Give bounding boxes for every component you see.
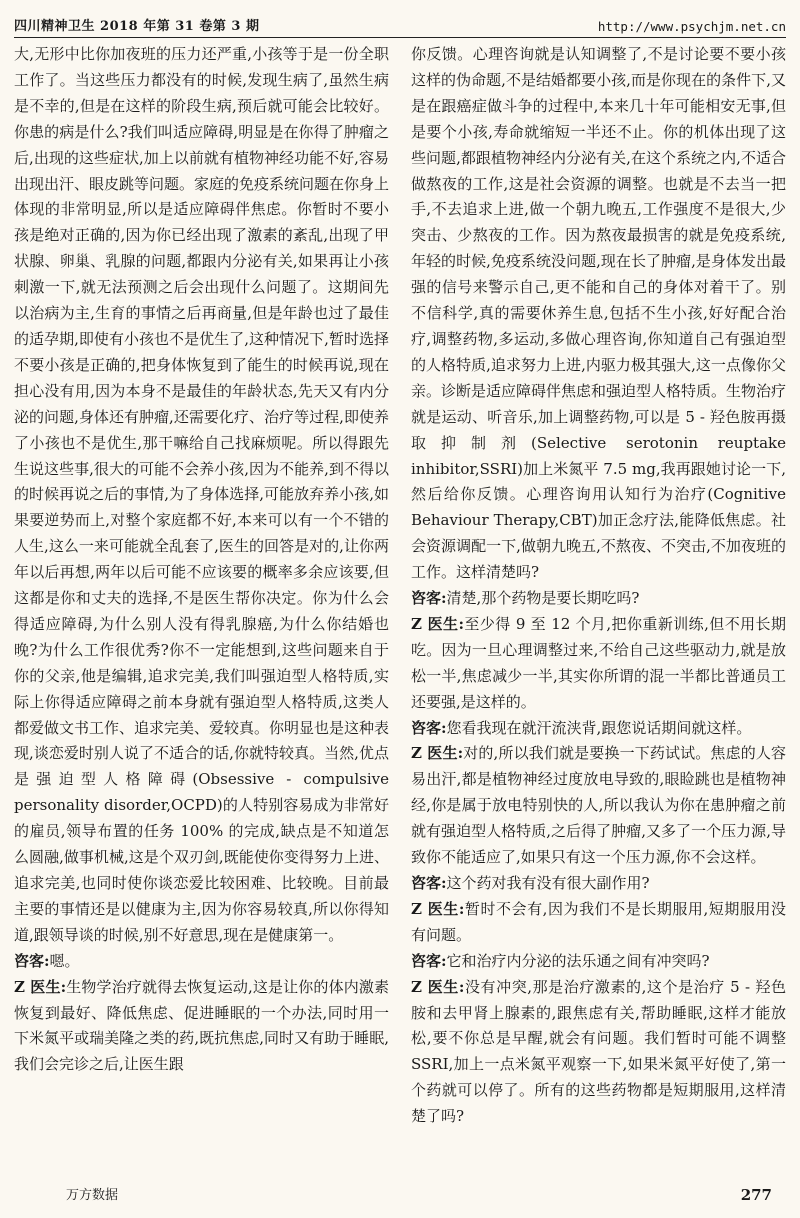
dialogue-turn	[14, 949, 389, 975]
dialogue-text: 它和治疗内分泌的法乐通之间有冲突吗?	[446, 951, 710, 970]
dialogue-turn	[411, 871, 786, 897]
speaker-label: 咨客:	[411, 718, 447, 737]
paragraph: 你反馈。心理咨询就是认知调整了,不是讨论要不要小孩这样的伪命题,不是结婚都要小孩,而是你现在的条件下,又是在跟癌症做斗争的过程中,本来几十年可能相安无事,但是要个小孩,寿命就缩短一半还不止。你的机体出现了这些问题,都跟植物神经内分泌有关,在这个系统之内,不适合做熬夜的工作,这是社会资源的调整。也就是不去当一把手,不去追求上进,做一个朝九晚五,工作强度不是很大,少突击、少熬夜的工作。因为熬夜最损害的就是免疫系统,年轻的时候,免疫系统没问题,现在长了肿瘤,是身体发出最强的信号来警示自己,更不能和自己的身体对着干了。别不信科学,真的需要休养生息,包括不生小孩,好好配合治疗,调整药物,多运动,多做心理咨询,你知道自己有强迫型的人格特质,追求努力上进,内驱力极其强大,这一点像你父亲。诊断是适应障碍伴焦虑和强迫型人格特质。生物治疗就是运动、听音乐,加上调整药物,可以是 5 - 羟色胺再摄取抑制剂(Selective serotonin reuptake inhibitor,SSRI)加上米氮平 7.5 mg,我再跟她讨论一下,然后给你反馈。心理咨询用认知行为治疗(Cognitive Behaviour Therapy,CBT)加正念疗法,能降低焦虑。社会资源调配一下,做朝九晚五,不熬夜、不突击,不加夜班的工作。这样清楚吗?	[411, 45, 786, 582]
dialogue-text: 对的,所以我们就是要换一下药试试。焦虑的人容易出汗,都是植物神经过度放电导致的,眼睑跳也是植物神经,你是属于放电特别快的人,所以我认为你在患肿瘤之前就有强迫型人格特质,之后得了肿瘤,又多了一个压力源,导致你不能适应了,如果只有这一个压力源,你不会这样。	[411, 744, 786, 867]
speaker-label: 咨客:	[411, 589, 447, 608]
left-column	[14, 42, 389, 1177]
dialogue-text: 清楚,那个药物是要长期吃吗?	[446, 589, 640, 608]
dialogue-text: 暂时不会有,因为我们不是长期服用,短期服用没有问题。	[411, 899, 786, 944]
right-column	[411, 42, 786, 1177]
speaker-label: Z 医生:	[411, 614, 464, 633]
dialogue-turn	[411, 897, 786, 949]
speaker-label: Z 医生:	[411, 977, 465, 996]
dialogue-turn	[411, 612, 786, 716]
dialogue-text: 没有冲突,那是治疗激素的,这个是治疗 5 - 羟色胺和去甲肾上腺素的,跟焦虑有关,帮助睡眠,这样才能放松,要不你总是早醒,就会有问题。我们暂时可能不调整 SSRI,加上一点米氮平观察一下,如果米氮平好使了,第一个药就可以停了。所有的这些药物都是短期服用,这样清楚了吗?	[411, 977, 786, 1126]
dialogue-turn	[14, 975, 389, 1079]
speaker-label: 咨客:	[411, 951, 447, 970]
running-header	[14, 8, 786, 38]
dialogue-text: 嗯。	[49, 951, 80, 970]
paragraph: 大,无形中比你加夜班的压力还严重,小孩等于是一份全职工作了。当这些压力都没有的时候,发现生病了,虽然生病是不幸的,但是在这样的阶段生病,预后就可能会比较好。你患的病是什么?我们叫适应障碍,明显是在你得了肿瘤之后,出现的这些症状,加上以前就有植物神经功能不好,容易出现出汗、眼皮跳等问题。家庭的免疫系统问题在你身上体现的非常明显,所以是适应障碍伴焦虑。你暂时不要小孩是绝对正确的,因为你已经出现了激素的紊乱,出现了甲状腺、卵巢、乳腺的问题,都跟内分泌有关,如果再让小孩刺激一下,就无法预测之后会出现什么问题了。这期间先以治病为主,生育的事情之后再商量,但是年龄也过了最佳的适孕期,即使有小孩也不是优生了,这种情况下,暂时选择不要小孩是正确的,把身体恢复到了能生的时候再说,现在担心没有用,因为本身不是最佳的年龄状态,先天又有内分泌的问题,身体还有肿瘤,还需要化疗、治疗等过程,即使养了小孩也不是优生,那干嘛给自己找麻烦呢。所以得跟先生说这些事,很大的可能不会养小孩,因为不能养,到不得以的时候再说之后的事情,为了身体选择,可能放弃养小孩,如果要逆势而上,对整个家庭都不好,本来可以有一个不错的人生,这么一来可能就全乱套了,医生的回答是对的,让你两年以后再想,两年以后可能不应该要的概率多余应该要,但这都是你和丈夫的选择,不是医生帮你决定。你为什么会得适应障碍,为什么别人没有得乳腺癌,为什么你结婚也晚?为什么工作很优秀?你不一定能想到,这些问题来自于你的父亲,他是编辑,追求完美,我们叫强迫型人格特质,实际上你得适应障碍之前本身就有强迫型人格特质,这类人都爱做文书工作、追求完美、爱较真。你明显也是这种表现,谈恋爱时别人说了不适合的话,你就特较真。当然,优点是强迫型人格障碍(Obsessive - compulsive personality disorder,OCPD)的人特别容易成为非常好的雇员,领导布置的任务 100% 的完成,缺点是不知道怎么圆融,做事机械,这是个双刃剑,既能使你变得努力上进、追求完美,也同时使你谈恋爱比较困难、比较晚。目前最主要的事情还是以健康为主,因为你容易较真,所以你得知道,跟领导谈的时候,别不好意思,现在是健康第一。	[14, 45, 389, 944]
speaker-label: 咨客:	[411, 874, 447, 892]
dialogue-text: 您看我现在就汗流浃背,跟您说话期间就这样。	[446, 718, 752, 737]
speaker-label: Z 医生:	[411, 744, 464, 763]
dialogue-turn	[411, 586, 786, 612]
speaker-label: 咨客:	[14, 951, 50, 970]
speaker-label: Z 医生:	[14, 977, 67, 996]
page-number: 277	[740, 1186, 772, 1204]
journal-url: http://www.psychjm.net.cn	[597, 19, 786, 34]
dialogue-text: 这个药对我有没有很大副作用?	[446, 874, 650, 892]
dialogue-turn	[411, 975, 786, 1130]
article-body	[14, 42, 786, 1177]
watermark-text: 万方数据	[66, 1188, 119, 1203]
dialogue-turn	[411, 741, 786, 871]
speaker-label: Z 医生:	[411, 899, 465, 918]
journal-issue: 四川精神卫生 2018 年第 31 卷第 3 期	[14, 19, 260, 34]
dialogue-text: 生物学治疗就得去恢复运动,这是让你的体内激素恢复到最好、降低焦虑、促进睡眠的一个办法,同时用一下米氮平或瑞美隆之类的药,既抗焦虑,同时又有助于睡眠,我们会完诊之后,让医生跟	[14, 977, 389, 1074]
dialogue-turn	[411, 949, 786, 975]
dialogue-text: 至少得 9 至 12 个月,把你重新训练,但不用长期吃。因为一旦心理调整过来,不给自己这些驱动力,就是放松一半,焦虑减少一半,其实你所谓的混一半都比普通员工还要强,是这样的。	[411, 614, 786, 711]
dialogue-turn	[411, 716, 786, 742]
